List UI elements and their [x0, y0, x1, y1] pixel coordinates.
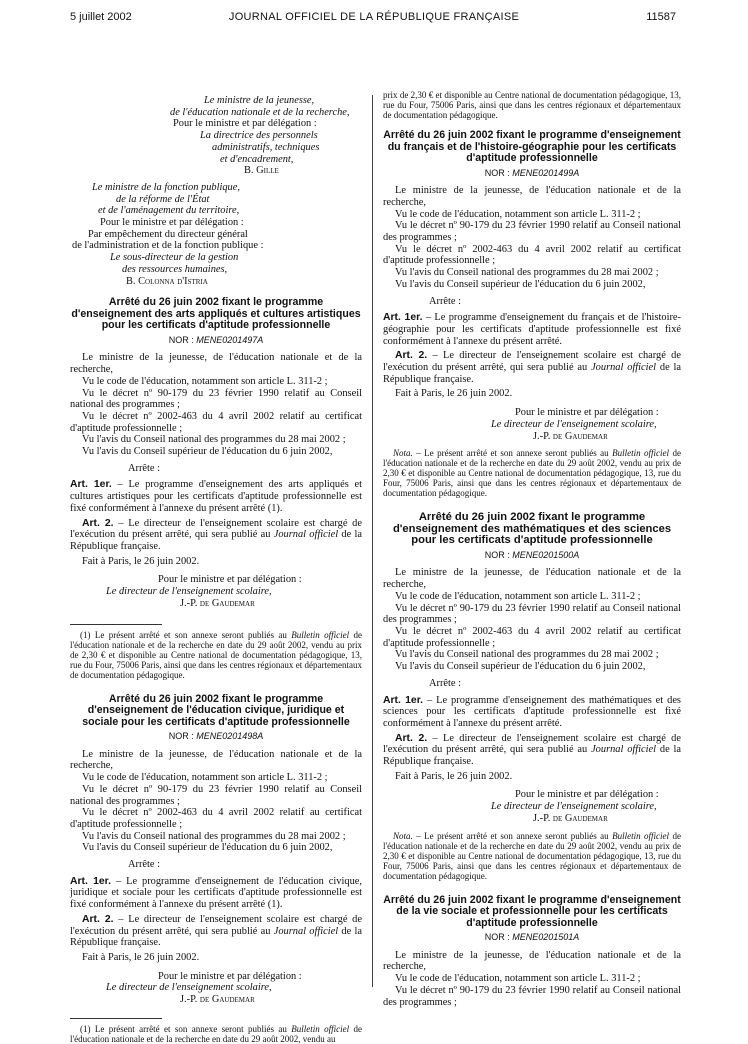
footnote-1: (1) Le présent arrêté et son annexe seront publiés au Bulletin officiel de l'éducation nationale et de la recherche en date du 29 août 2002, vendu au prix de 2,30 € et disponible au Centre national de documentation pédagogique, 13, rue du Four, 75006 Paris, ainsi que dans les centres régionaux et départementaux de documentation pédagogique. [70, 629, 362, 680]
decree-title-social: Arrêté du 26 juin 2002 fixant le programme d'enseignement de la vie sociale et professionnelle pour les certificats d'aptitude professionnelle [383, 893, 681, 929]
decree-title-civic: Arrêté du 26 juin 2002 fixant le programme d'enseignement de l'éducation civique, juridique et sociale pour les certificats d'aptitude professionnelle [82, 692, 350, 728]
decree-title-french: Arrêté du 26 juin 2002 fixant le programme d'enseignement du français et de l'histoire-géographie pour les certificats d'aptitude professionnelle [383, 129, 681, 164]
article-2: Art. 2. – Le directeur de l'enseignement scolaire est chargé de l'exécution du présent arrêté, qui sera publié au Journal officiel de la République française. [70, 517, 362, 552]
nor-reference: NOR : MENE0201499A [484, 167, 580, 178]
article-2: Art. 2. – Le directeur de l'enseignement scolaire est chargé de l'exécution du présent arrêté, qui sera publié au Journal officiel de la République française. [70, 913, 362, 949]
header-title: JOURNAL OFFICIEL DE LA RÉPUBLIQUE FRANÇAISE [228, 11, 520, 23]
nor-reference: NOR : MENE0201498A [168, 731, 264, 742]
left-column: Le ministre de la jeunesse, de l'éducation nationale et de la recherche, Pour le ministre et par délégation : La directrice des personnels administratifs, techniques et d'encadrement, B. Gille Le ministre de la fonction publique, de la réforme de l'État et de l'aménagement du territoire, Pour le ministre et par délégation : Par empêchement du directeur général de l'administration et de la fonction publique : Le sous-directeur de la gestion des ressources humaines, B. Colonna d'Istria Arrêté du 26 juin 2002 fixant le programme d'enseignement des arts appliqués et cultures artistiques pour les certificats d'aptitude professionnelle NOR : MENE0201497A Le ministre de la jeunesse, de l'éducation nationale et de la recherche, Vu le code de l'éducation, notamment son article L. 311-2 ; Vu le décret nº 90-179 du 23 février 1990 relatif au Conseil national des programmes ; Vu le décret nº 2002-463 du 4 avril 2002 relatif au certificat d'aptitude professionnelle ; Vu l'avis du Conseil national des programmes du 28 mai 2002 ; Vu l'avis du Conseil supérieur de l'éducation du 6 juin 2002, Arrête : Art. 1er. – Le programme d'enseignement des arts appliqués et cultures artistiques pour les certificats d'aptitude professionnelle est fixé conformément à l'annexe du présent arrêté (1). Art. 2. – Le directeur de l'enseignement scolaire est chargé de l'exécution du présent arrêté, qui sera publié au Journal officiel de la République française. Fait à Paris, le 26 juin 2002. Pour le ministre et par délégation : Le directeur de l'enseignement scolaire, J.-P. de Gaudemar (1) Le présent arrêté et son annexe seront publiés au Bulletin officiel de l'éducation nationale et de la recherche en date du 29 août 2002, vendu au prix de 2,30 € et disponible au Centre national de documentation pédagogique, 13, rue du Four, 75006 Paris, ainsi que dans les centres régionaux et départementaux de documentation pédagogique. Arrêté du 26 juin 2002 fixant le programme d'enseignement de l'éducation civique, juridique et sociale pour les certificats d'aptitude professionnelle NOR : MENE0201498A Le ministre de la jeunesse, de l'éducation nationale et de la recherche, Vu le code de l'éducation, notamment son article L. 311-2 ; Vu le décret nº 90-179 du 23 février 1990 relatif au Conseil national des programmes ; Vu le décret nº 2002-463 du 4 avril 2002 relatif au certificat d'aptitude professionnelle ; Vu l'avis du Conseil national des programmes du 28 mai 2002 ; Vu l'avis du Conseil supérieur de l'éducation du 6 juin 2002, Arrête : Art. 1er. – Le programme d'enseignement de l'éducation civique, juridique et sociale pour les certificats d'aptitude professionnelle est fixé conformément à l'annexe du présent arrêté (1). Art. 2. – Le directeur de l'enseignement scolaire est chargé de l'exécution du présent arrêté, qui sera publié au Journal officiel de la République française. Fait à Paris, le 26 juin 2002. Pour le ministre et par délégation : Le directeur de l'enseignement scolaire, J.-P. de Gaudemar (1) Le présent arrêté et son annexe seront publiés au Bulletin officiel de l'éducation nationale et de la recherche en date du 29 août 2002, vendu au [70, 95, 363, 1044]
article-1: Art. 1er. – Le programme d'enseignement de l'éducation civique, juridique et sociale pour les certificats d'aptitude professionnelle est fixé conformément à l'annexe du présent arrêté (1). [70, 875, 362, 911]
footnote-continuation: prix de 2,30 € et disponible au Centre national de documentation pédagogique, 13, rue du Four, 75006 Paris, ainsi que dans les centres régionaux et départementaux de documentation pédagogique. [383, 90, 681, 120]
article-2: Art. 2. – Le directeur de l'enseignement scolaire est chargé de l'exécution du présent arrêté, qui sera publié au Journal officiel de la République française. [383, 732, 681, 768]
decree-title-maths: Arrêté du 26 juin 2002 fixant le programme d'enseignement des mathématiques et des sciences pour les certificats d'aptitude professionnelle [392, 511, 672, 547]
signing-date: Fait à Paris, le 26 juin 2002. [82, 555, 200, 567]
nor-reference: NOR : MENE0201501A [484, 932, 580, 943]
nor-reference: NOR : MENE0201497A [168, 334, 264, 345]
header-page-number: 11587 [646, 11, 676, 23]
footnote-rule [70, 1018, 162, 1019]
article-2: Art. 2. – Le directeur de l'enseignement scolaire est chargé de l'exécution du présent arrêté, qui sera publié au Journal officiel de la République française. [383, 350, 681, 385]
signatory-name: J.-P. de Gaudemar [180, 597, 255, 609]
page-header [0, 0, 748, 28]
header-date: 5 juillet 2002 [70, 11, 132, 23]
footnote-2: (1) Le présent arrêté et son annexe seront publiés au Bulletin officiel de l'éducation nationale et de la recherche en date du 29 août 2002, vendu au [70, 1023, 362, 1044]
signature-block-b: Le ministre de la fonction publique, de la réforme de l'État et de l'aménagement du territoire, Pour le ministre et par délégation : Par empêchement du directeur général de l'administration et de la fonction publique : Le sous-directeur de la gestion des ressources humaines, B. Colonna d'Istria [72, 181, 264, 287]
decree-title-arts: Arrêté du 26 juin 2002 fixant le programme d'enseignement des arts appliqués et cultures artistiques pour les certificats d'aptitude professionnelle [71, 296, 361, 332]
column-divider [372, 95, 373, 987]
nor-reference: NOR : MENE0201500A [484, 549, 580, 560]
nota-note: Nota. – Le présent arrêté et son annexe seront publiés au Bulletin officiel de l'éducation nationale et de la recherche en date du 29 août 2002, vendu au prix de 2,30 € et disponible au Centre national de documentation pédagogique, 13, rue du Four, 75006 Paris, ainsi que dans les centres régionaux et départementaux de documentation pédagogique. [383, 448, 681, 499]
footnote-rule [70, 624, 162, 625]
arrete-label: Arrête : [128, 462, 161, 474]
signature-block-a: Le ministre de la jeunesse, de l'éducation nationale et de la recherche, Pour le ministre et par délégation : La directrice des personnels administratifs, techniques et d'encadrement, B. Gille [170, 95, 350, 177]
article-1: Art. 1er. – Le programme d'enseignement des arts appliqués et cultures artistiques pour les certificats d'aptitude professionnelle est fixé conformément à l'annexe du présent arrêté (1). [70, 479, 363, 514]
article-1: Art. 1er. – Le programme d'enseignement du français et de l'histoire-géographie pour les certificats d'aptitude professionnelle est fixé conformément à l'annexe du présent arrêté. [383, 312, 681, 347]
right-column: prix de 2,30 € et disponible au Centre national de documentation pédagogique, 13, rue du Four, 75006 Paris, ainsi que dans les centres régionaux et départementaux de documentation pédagogique. Arrêté du 26 juin 2002 fixant le programme d'enseignement du français et de l'histoire-géographie pour les certificats d'aptitude professionnelle NOR : MENE0201499A Le ministre de la jeunesse, de l'éducation nationale et de la recherche, Vu le code de l'éducation, notamment son article L. 311-2 ; Vu le décret nº 90-179 du 23 février 1990 relatif au Conseil national des programmes ; Vu le décret nº 2002-463 du 4 avril 2002 relatif au certificat d'aptitude professionnelle ; Vu l'avis du Conseil national des programmes du 28 mai 2002 ; Vu l'avis du Conseil supérieur de l'éducation du 6 juin 2002, Arrête : Art. 1er. – Le programme d'enseignement du français et de l'histoire-géographie pour les certificats d'aptitude professionnelle est fixé conformément à l'annexe du présent arrêté. Art. 2. – Le directeur de l'enseignement scolaire est chargé de l'exécution du présent arrêté, qui sera publié au Journal officiel de la République française. Fait à Paris, le 26 juin 2002. Pour le ministre et par délégation : Le directeur de l'enseignement scolaire, J.-P. de Gaudemar Nota. – Le présent arrêté et son annexe seront publiés au Bulletin officiel de l'éducation nationale et de la recherche en date du 29 août 2002, vendu au prix de 2,30 € et disponible au Centre national de documentation pédagogique, 13, rue du Four, 75006 Paris, ainsi que dans les centres régionaux et départementaux de documentation pédagogique. Arrêté du 26 juin 2002 fixant le programme d'enseignement des mathématiques et des sciences pour les certificats d'aptitude professionnelle NOR : MENE0201500A Le ministre de la jeunesse, de l'éducation nationale et de la recherche, Vu le code de l'éducation, notamment son article L. 311-2 ; Vu le décret nº 90-179 du 23 février 1990 relatif au Conseil national des programmes ; Vu le décret nº 2002-463 du 4 avril 2002 relatif au certificat d'aptitude professionnelle ; Vu l'avis du Conseil national des programmes du 28 mai 2002 ; Vu l'avis du Conseil supérieur de l'éducation du 6 juin 2002, Arrête : Art. 1er. – Le programme d'enseignement des mathématiques et des sciences pour les certificats d'aptitude professionnelle est fixé conformément à l'annexe du présent arrêté. Art. 2. – Le directeur de l'enseignement scolaire est chargé de l'exécution du présent arrêté, qui sera publié au Journal officiel de la République française. Fait à Paris, le 26 juin 2002. Pour le ministre et par délégation : Le directeur de l'enseignement scolaire, J.-P. de Gaudemar Nota. – Le présent arrêté et son annexe seront publiés au Bulletin officiel de l'éducation nationale et de la recherche en date du 29 août 2002, vendu au prix de 2,30 € et disponible au Centre national de documentation pédagogique, 13, rue du Four, 75006 Paris, ainsi que dans les centres régionaux et départementaux de documentation pédagogique. Arrêté du 26 juin 2002 fixant le programme d'enseignement de la vie sociale et professionnelle pour les certificats d'aptitude professionnelle NOR : MENE0201501A Le ministre de la jeunesse, de l'éducation nationale et de la recherche, Vu le code de l'éducation, notamment son article L. 311-2 ; Vu le décret nº 90-179 du 23 février 1990 relatif au Conseil national des programmes ; [383, 90, 681, 1008]
nota-note: Nota. – Le présent arrêté et son annexe seront publiés au Bulletin officiel de l'éducation nationale et de la recherche en date du 29 août 2002, vendu au prix de 2,30 € et disponible au Centre national de documentation pédagogique, 13, rue du Four, 75006 Paris, ainsi que dans les centres régionaux et départementaux de documentation pédagogique. [383, 830, 681, 881]
article-1: Art. 1er. – Le programme d'enseignement des mathématiques et des sciences pour les certificats d'aptitude professionnelle est fixé conformément à l'annexe du présent arrêté. [383, 694, 681, 729]
